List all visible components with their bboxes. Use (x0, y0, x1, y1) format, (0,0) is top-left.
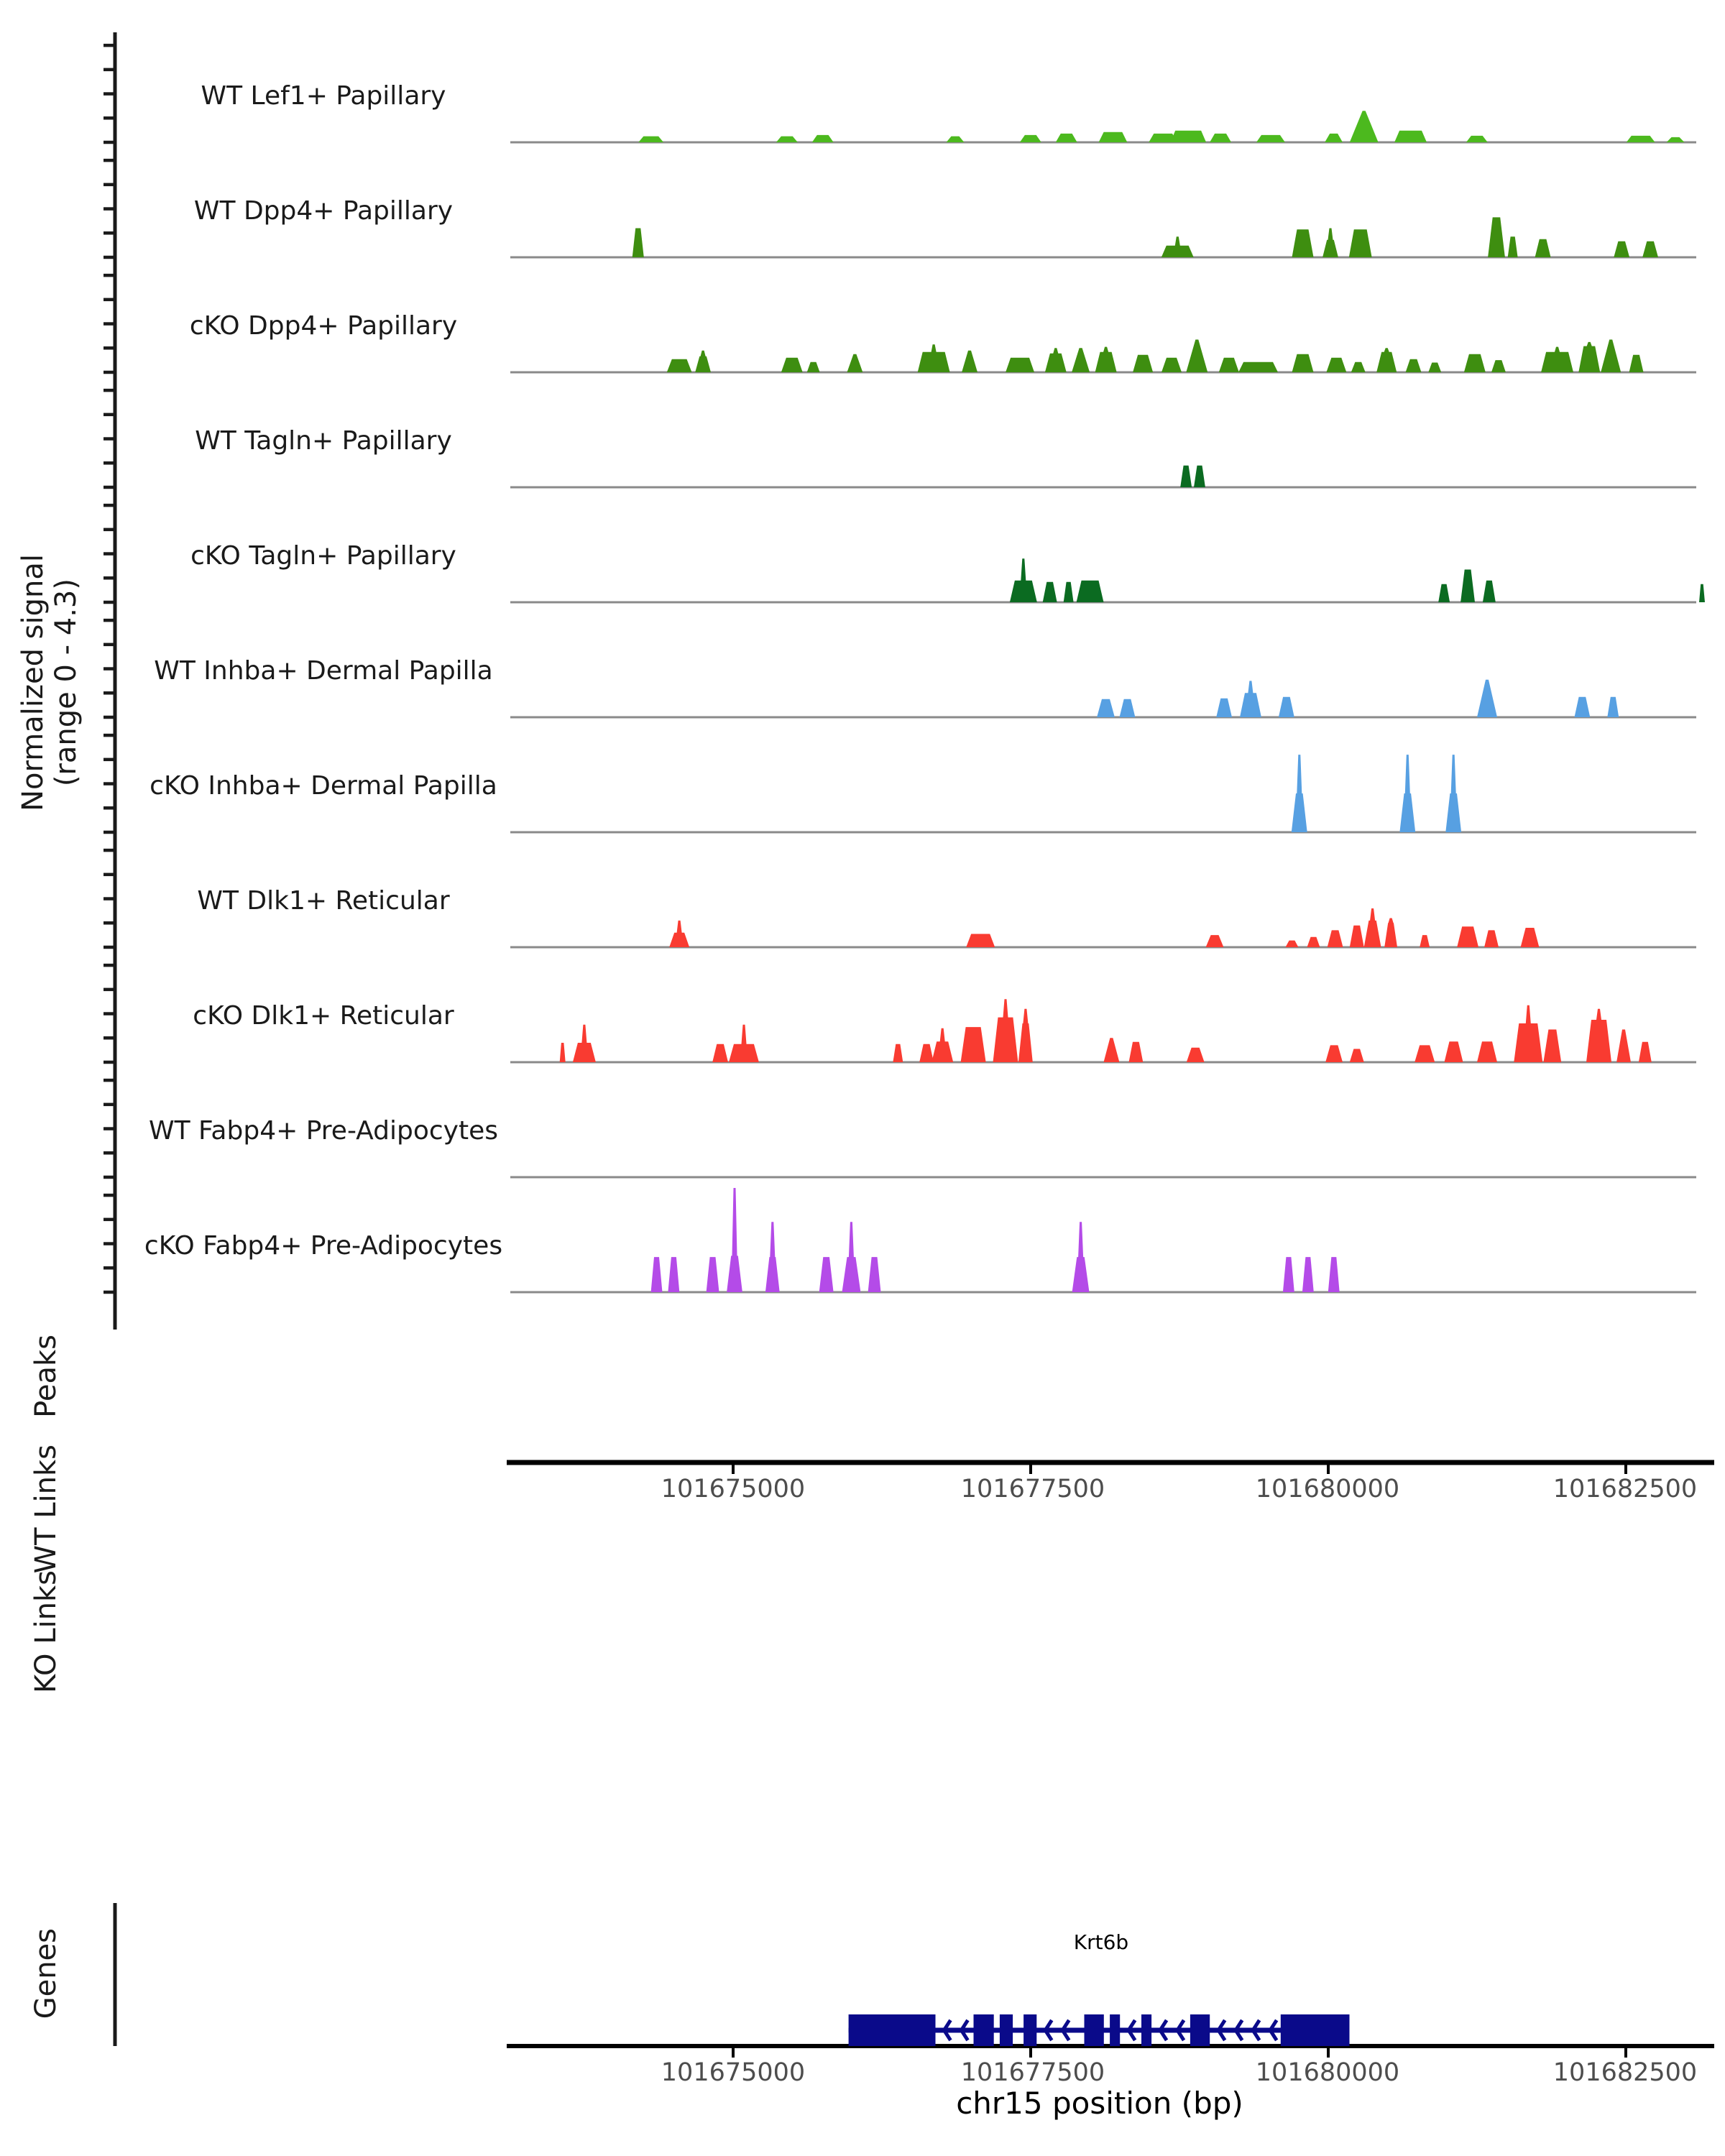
signal-peak (695, 351, 711, 372)
signal-peak (1104, 1038, 1120, 1062)
signal-peak (1292, 354, 1314, 372)
signal-peak (1629, 355, 1644, 372)
signal-peak (1351, 362, 1366, 372)
signal-peak (1445, 1041, 1463, 1062)
signal-track-2 (510, 217, 1696, 257)
signal-peak (1543, 1030, 1561, 1063)
signal-peak (727, 1188, 742, 1292)
signal-peak (993, 999, 1018, 1062)
signal-peak (807, 362, 820, 372)
signal-peak (1483, 581, 1496, 602)
signal-track-7 (510, 755, 1696, 832)
signal-peak (669, 921, 689, 947)
track-label-wt-dlk1: WT Dlk1+ Reticular (197, 886, 450, 916)
signal-peak (1180, 466, 1192, 487)
track-label-cko-inhba: cKO Inhba+ Dermal Papilla (150, 771, 497, 801)
signal-peak (1394, 131, 1427, 142)
genome-axis (507, 2046, 1714, 2058)
signal-peak (1575, 697, 1591, 717)
peaks-axis-tick-label: 101677500 (960, 1475, 1105, 1503)
track-label-wt-tagln: WT Tagln+ Papillary (195, 426, 452, 456)
signal-peak (1292, 229, 1314, 257)
signal-peak (1399, 755, 1415, 832)
signal-peak (1056, 134, 1077, 142)
signal-peak (668, 1257, 679, 1292)
signal-peak (1350, 926, 1364, 947)
track-label-wt-fabp4: WT Fabp4+ Pre-Adipocytes (149, 1116, 498, 1146)
signal-peak (1129, 1042, 1144, 1062)
signal-peak (1627, 136, 1655, 142)
signal-peak (1466, 136, 1488, 142)
signal-peak (1240, 681, 1261, 717)
signal-peak (819, 1257, 834, 1292)
gene-exon (1085, 2014, 1104, 2046)
genome-axis-tick-label: 101675000 (661, 2058, 806, 2087)
signal-track-1 (510, 111, 1696, 142)
signal-peak (1256, 135, 1285, 142)
signal-peak (1639, 1042, 1652, 1062)
signal-peak (1350, 1049, 1364, 1063)
signal-peak (1283, 1257, 1294, 1292)
signal-peak (1328, 930, 1343, 947)
signal-peak (1045, 348, 1067, 372)
signal-peak (1095, 347, 1117, 372)
signal-peak (1614, 241, 1629, 257)
signal-peak (962, 351, 978, 372)
signal-peak (1477, 680, 1497, 717)
signal-peak (765, 1222, 780, 1292)
gene-exon (1141, 2014, 1151, 2046)
signal-track-3 (510, 340, 1696, 373)
signal-peak (1286, 941, 1299, 947)
signal-peak (1020, 135, 1041, 142)
signal-peak (651, 1257, 663, 1292)
signal-peak (1535, 239, 1551, 257)
signal-peak (1010, 558, 1037, 602)
signal-peak (1477, 1041, 1497, 1062)
signal-peak (1325, 1045, 1343, 1062)
signal-peak (1120, 699, 1136, 717)
peaks-axis-tick-label: 101675000 (661, 1475, 806, 1503)
signal-peak (919, 1044, 934, 1062)
signal-peak (842, 1222, 861, 1292)
signal-peak (1162, 236, 1194, 257)
signal-peak (1099, 132, 1128, 142)
signal-peak (729, 1025, 759, 1062)
signal-peak (893, 1044, 903, 1062)
signal-peak (1364, 908, 1381, 947)
gene-exon (1024, 2014, 1036, 2046)
signal-peak (1170, 131, 1206, 142)
gene-exon (974, 2014, 994, 2046)
signal-peak (812, 135, 834, 142)
signal-track-8 (510, 908, 1696, 947)
signal-peak (1541, 347, 1573, 372)
signal-peak (1077, 581, 1104, 602)
signal-peak (1186, 340, 1208, 373)
signal-peak (918, 344, 950, 372)
genome-axis-tick-label: 101682500 (1552, 2058, 1698, 2087)
signal-peak (1187, 1048, 1205, 1062)
signal-peak (776, 137, 798, 142)
signal-peak (1464, 354, 1486, 372)
peaks-axis-tick-label: 101680000 (1255, 1475, 1400, 1503)
signal-peak (632, 229, 644, 258)
x-axis-title: chr15 position (bp) (956, 2086, 1243, 2121)
peaks-axis-tick-label: 101682500 (1552, 1475, 1698, 1503)
signal-peak (1216, 699, 1232, 717)
signal-peak (1607, 697, 1619, 717)
signal-peak (932, 1028, 953, 1062)
signal-peak (1428, 363, 1441, 373)
signal-peak (1350, 111, 1379, 142)
signal-peak (1326, 358, 1346, 372)
signal-track-4 (510, 466, 1696, 487)
signal-peak (1072, 348, 1090, 372)
signal-peak (1699, 584, 1705, 602)
signal-peak (1194, 466, 1205, 487)
gene-exon (1110, 2014, 1120, 2046)
signal-peak (707, 1257, 719, 1292)
signal-peak (1586, 1009, 1611, 1062)
signal-peak (1457, 926, 1478, 947)
signal-peak (1420, 935, 1430, 947)
track-label-cko-fabp4: cKO Fabp4+ Pre-Adipocytes (144, 1231, 503, 1261)
track-label-wt-inhba: WT Inhba+ Dermal Papilla (154, 656, 493, 686)
y-axis-label-line1: Normalized signal (17, 554, 50, 811)
signal-peak (1349, 229, 1372, 257)
track-label-cko-dlk1: cKO Dlk1+ Reticular (193, 1001, 454, 1031)
signal-peak (1325, 134, 1343, 142)
gene-model-krt6b (849, 2014, 1350, 2046)
signal-track-11 (510, 1188, 1696, 1292)
signal-peak (712, 1044, 728, 1062)
signal-peak (1438, 584, 1450, 602)
signal-peak (638, 137, 663, 142)
signal-peak (1238, 362, 1278, 372)
track-label-cko-dpp4: cKO Dpp4+ Papillary (189, 311, 458, 341)
signal-peak (1279, 697, 1294, 717)
signal-peak (1514, 1005, 1542, 1062)
signal-peak (1406, 359, 1422, 372)
gene-exon (1281, 2014, 1350, 2046)
signal-peak (1445, 755, 1461, 832)
signal-peak (966, 934, 995, 948)
signal-peak (1018, 1009, 1033, 1062)
signal-peak (1322, 229, 1338, 258)
genome-axis-tick-label: 101677500 (960, 2058, 1105, 2087)
signal-track-5 (510, 558, 1705, 602)
signal-peak (1384, 918, 1397, 948)
peaks-axis (507, 1462, 1714, 1474)
signal-peak (1097, 699, 1115, 717)
signal-peak (1484, 930, 1499, 947)
signal-peak (781, 358, 803, 372)
signal-peak (1508, 236, 1518, 257)
signal-peak (1307, 937, 1320, 947)
signal-peak (1210, 134, 1231, 142)
gene-exon (1000, 2014, 1013, 2046)
signal-peak (1491, 360, 1506, 372)
signal-peak (947, 137, 965, 142)
section-label-wt-links: WT Links (29, 1445, 63, 1574)
track-label-wt-lef1: WT Lef1+ Papillary (201, 81, 446, 111)
signal-peak (1376, 348, 1397, 372)
signal-peak (1414, 1045, 1435, 1062)
signal-peak (1667, 137, 1685, 142)
signal-peak (1292, 755, 1307, 832)
signal-peak (1043, 582, 1057, 602)
signal-peak (1072, 1222, 1090, 1292)
gene-exon (1190, 2014, 1210, 2046)
signal-peak (1162, 358, 1182, 372)
signal-peak (1642, 241, 1658, 257)
signal-peak (1328, 1257, 1340, 1292)
signal-peak (1601, 340, 1621, 373)
section-label-ko-links: KO Links (29, 1570, 63, 1693)
signal-track-6 (510, 680, 1696, 717)
signal-peak (961, 1027, 986, 1062)
signal-peak (1460, 570, 1475, 603)
signal-peak (1133, 355, 1153, 372)
signal-peak (1064, 582, 1074, 602)
signal-peak (1206, 935, 1224, 947)
signal-peak (1521, 928, 1540, 947)
signal-peak (667, 359, 692, 372)
signal-peak (868, 1257, 881, 1292)
genome-axis-tick-label: 101680000 (1255, 2058, 1400, 2087)
track-label-cko-tagln: cKO Tagln+ Papillary (190, 541, 456, 571)
signal-peak (847, 354, 863, 372)
signal-peak (1219, 358, 1239, 372)
section-label-peaks: Peaks (29, 1335, 63, 1418)
signal-track-9 (510, 999, 1696, 1062)
gene-exon (849, 2014, 936, 2046)
y-axis-label-line2: (range 0 - 4.3) (50, 579, 83, 787)
signal-peak (1488, 217, 1505, 257)
signal-peak (1616, 1030, 1631, 1063)
gene-name-krt6b: Krt6b (1073, 1930, 1129, 1954)
signal-peak (560, 1043, 566, 1062)
track-label-wt-dpp4: WT Dpp4+ Papillary (193, 196, 454, 226)
section-label-genes: Genes (29, 1927, 63, 2019)
signal-peak (1302, 1257, 1314, 1292)
signal-peak (1006, 358, 1034, 372)
signal-peak (1578, 342, 1600, 372)
